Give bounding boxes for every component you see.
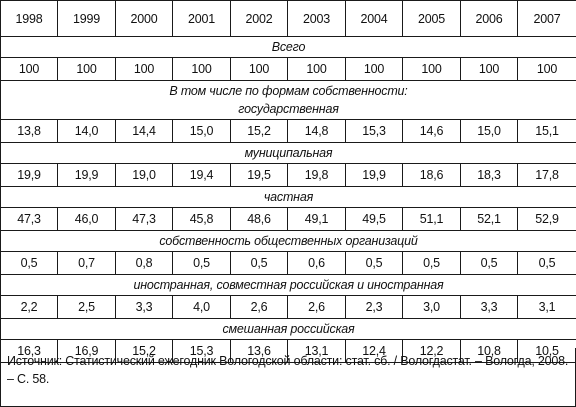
- value-row: [1, 296, 576, 319]
- value-cell: 14,6: [403, 120, 461, 143]
- year-header-cell: 2006: [461, 1, 518, 37]
- value-cell: 2,5: [58, 296, 116, 319]
- value-cell: 100: [116, 58, 173, 81]
- value-row: [1, 208, 576, 231]
- section-label-row: [1, 143, 576, 164]
- value-cell: 16,3: [1, 340, 58, 363]
- value-cell: 48,6: [231, 208, 288, 231]
- value-cell: 15,0: [173, 120, 231, 143]
- section-label-row: [1, 319, 576, 340]
- value-cell: 0,5: [346, 252, 403, 275]
- value-cell: 14,8: [288, 120, 346, 143]
- year-header-cell: 2002: [231, 1, 288, 37]
- value-cell: 19,8: [288, 164, 346, 187]
- value-cell: 13,6: [231, 340, 288, 363]
- value-cell: 2,2: [1, 296, 58, 319]
- value-row: [1, 252, 576, 275]
- value-cell: 13,1: [288, 340, 346, 363]
- value-row: [1, 120, 576, 143]
- value-cell: 19,9: [346, 164, 403, 187]
- value-cell: 3,3: [116, 296, 173, 319]
- value-cell: 4,0: [173, 296, 231, 319]
- value-cell: 0,5: [403, 252, 461, 275]
- value-cell: 49,5: [346, 208, 403, 231]
- value-cell: 19,9: [58, 164, 116, 187]
- section-label: Всего: [1, 37, 576, 58]
- value-cell: 3,0: [403, 296, 461, 319]
- year-header-cell: 1999: [58, 1, 116, 37]
- value-cell: 3,3: [461, 296, 518, 319]
- value-cell: 0,5: [1, 252, 58, 275]
- value-cell: 13,8: [1, 120, 58, 143]
- value-cell: 14,0: [58, 120, 116, 143]
- section-label-row: [1, 231, 576, 252]
- year-header-cell: 2007: [518, 1, 576, 37]
- value-cell: 100: [346, 58, 403, 81]
- value-cell: 10,5: [518, 340, 576, 363]
- value-cell: 18,3: [461, 164, 518, 187]
- value-cell: 15,1: [518, 120, 576, 143]
- value-cell: 100: [403, 58, 461, 81]
- value-cell: 15,3: [173, 340, 231, 363]
- section-label-row: [1, 37, 576, 58]
- section-label-row: [1, 275, 576, 296]
- section-label-row: [1, 81, 576, 120]
- year-header-row: [1, 1, 576, 37]
- value-cell: 47,3: [116, 208, 173, 231]
- value-cell: 14,4: [116, 120, 173, 143]
- value-cell: 0,6: [288, 252, 346, 275]
- value-cell: 100: [58, 58, 116, 81]
- value-cell: 3,1: [518, 296, 576, 319]
- value-cell: 19,5: [231, 164, 288, 187]
- value-cell: 52,9: [518, 208, 576, 231]
- value-cell: 16,9: [58, 340, 116, 363]
- value-cell: 19,0: [116, 164, 173, 187]
- source-note: Источник: Статистический ежегодник Вологодской области: стат. сб. / Вологдастат. – Вологда, 2008. – С. 58.: [0, 348, 576, 407]
- value-cell: 51,1: [403, 208, 461, 231]
- value-cell: 100: [1, 58, 58, 81]
- year-header-cell: 2001: [173, 1, 231, 37]
- value-cell: 15,3: [346, 120, 403, 143]
- value-cell: 12,4: [346, 340, 403, 363]
- value-cell: 46,0: [58, 208, 116, 231]
- value-cell: 100: [173, 58, 231, 81]
- value-cell: 45,8: [173, 208, 231, 231]
- year-header-cell: 2004: [346, 1, 403, 37]
- value-cell: 15,2: [116, 340, 173, 363]
- section-label-row: [1, 187, 576, 208]
- section-label: иностранная, совместная российская и иностранная: [1, 275, 576, 296]
- value-cell: 18,6: [403, 164, 461, 187]
- value-cell: 100: [518, 58, 576, 81]
- value-cell: 100: [288, 58, 346, 81]
- section-label: муниципальная: [1, 143, 576, 164]
- section-label: собственность общественных организаций: [1, 231, 576, 252]
- table-body: [1, 37, 576, 363]
- value-cell: 19,4: [173, 164, 231, 187]
- section-label: В том числе по формам собственности: государственная: [1, 81, 576, 120]
- value-cell: 2,3: [346, 296, 403, 319]
- year-header-cell: 2000: [116, 1, 173, 37]
- section-label: частная: [1, 187, 576, 208]
- value-row: [1, 58, 576, 81]
- value-cell: 0,5: [461, 252, 518, 275]
- value-cell: 0,5: [518, 252, 576, 275]
- value-cell: 52,1: [461, 208, 518, 231]
- value-cell: 0,5: [173, 252, 231, 275]
- value-cell: 100: [461, 58, 518, 81]
- value-cell: 15,2: [231, 120, 288, 143]
- value-cell: 0,8: [116, 252, 173, 275]
- value-cell: 47,3: [1, 208, 58, 231]
- value-cell: 17,8: [518, 164, 576, 187]
- value-cell: 12,2: [403, 340, 461, 363]
- value-cell: 19,9: [1, 164, 58, 187]
- value-cell: 0,5: [231, 252, 288, 275]
- value-cell: 0,7: [58, 252, 116, 275]
- year-header-cell: 2005: [403, 1, 461, 37]
- year-header-cell: 2003: [288, 1, 346, 37]
- value-cell: 2,6: [288, 296, 346, 319]
- value-cell: 49,1: [288, 208, 346, 231]
- year-header-cell: 1998: [1, 1, 58, 37]
- value-cell: 10,8: [461, 340, 518, 363]
- value-cell: 15,0: [461, 120, 518, 143]
- value-row: [1, 164, 576, 187]
- value-cell: 2,6: [231, 296, 288, 319]
- section-label: смешанная российская: [1, 319, 576, 340]
- value-cell: 100: [231, 58, 288, 81]
